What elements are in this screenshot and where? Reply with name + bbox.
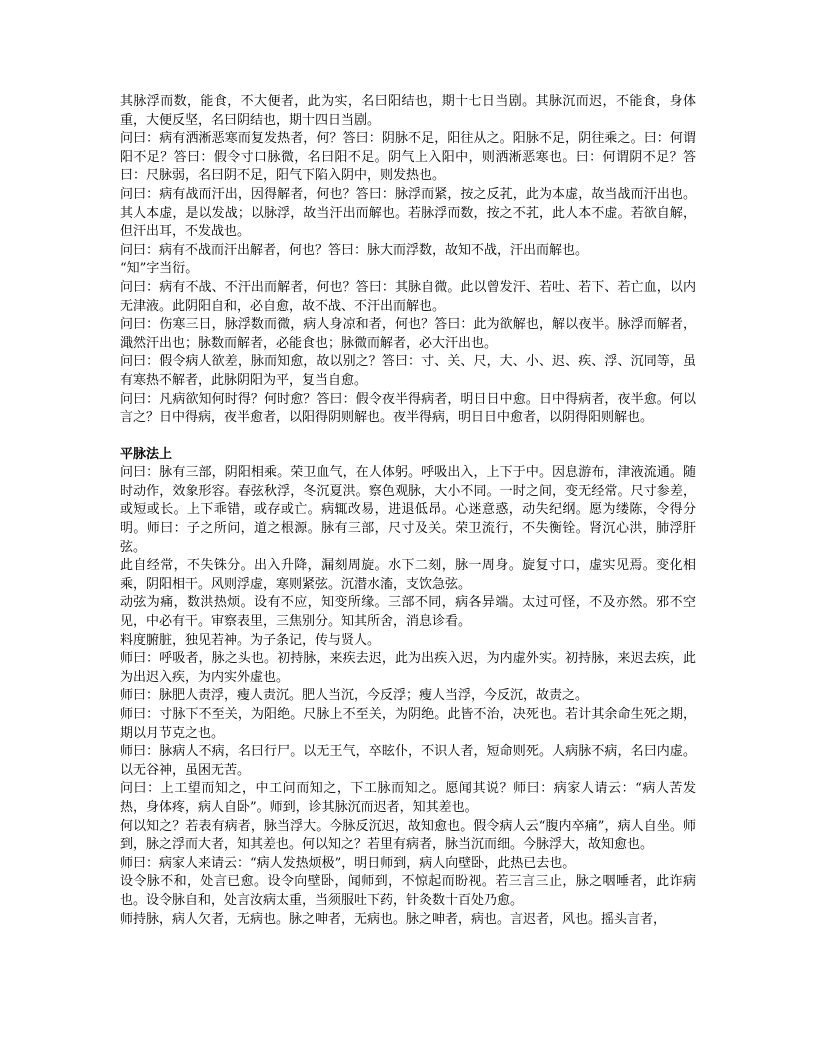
paragraph: 师曰：病家人来请云：“病人发热烦极”，明日师到，病人向壁卧，此热已去也。 [120,855,576,871]
paragraph: 问曰：凡病欲知何时得？何时愈？答曰：假令夜半得病者，明日日中愈。日中得病者，夜半愈。何以言之？日中得病，夜半愈者，以阳得阴则解也。夜半得病，明日日中愈者，以阴得阳则解也。 [120,391,696,426]
paragraph: 何以知之？若表有病者，脉当浮大。今脉反沉迟，故知愈也。假令病人云“腹内卒痛”，病人自坐。师到，脉之浮而大者，知其差也。何以知之？若里有病者，脉当沉而细。今脉浮大，故知愈也。 [120,818,696,853]
paragraph: 问曰：病有不战而汗出解者，何也？答曰：脉大而浮数，故知不战，汗出而解也。 [120,242,589,258]
paragraph: 问曰：病有洒淅恶寒而复发热者，何？答曰：阴脉不足，阳往从之。阳脉不足，阴往乘之。曰：何谓阳不足？答曰：假令寸口脉微，名曰阳不足。阴气上入阳中，则洒淅恶寒也。曰：何谓阴不足？答曰：尺脉弱，名曰阴不足，阳气下陷入阴中，则发热也。 [120,131,696,184]
section-two [120,464,696,929]
paragraph: 其脉浮而数，能食，不大便者，此为实，名曰阳结也，期十七日当剧。其脉沉而迟，不能食，身体重，大便反坚，名曰阴结也，期十四日当剧。 [120,94,696,128]
paragraph: 问曰：上工望而知之，中工问而知之，下工脉而知之。愿闻其说？师曰：病家人请云：“病人苦发热，身体疼，病人自卧”。师到，诊其脉沉而迟者，知其差也。 [120,781,696,815]
paragraph: 此自经常，不失铢分。出入升降，漏刻周旋。水下二刻，脉一周身。旋复寸口，虚实见焉。变化相乘，阴阳相干。风则浮虚，寒则紧弦。沉潜水滀，支饮急弦。 [120,558,696,592]
section-spacer [120,428,696,446]
paragraph: 师曰：脉肥人责浮，瘦人责沉。肥人当沉，今反浮；瘦人当浮，今反沉，故责之。 [120,688,589,704]
paragraph: 料度腑脏，独见若神。为子条记，传与贤人。 [120,632,381,648]
section-title: 平脉法上 [120,446,173,462]
paragraph: 问曰：脉有三部，阴阳相乘。荣卫血气，在人体躬。呼吸出入，上下于中。因息游布，津液流通。随时动作，效象形容。春弦秋浮，冬沉夏洪。察色观脉，大小不同。一时之间，变无经常。尺寸参差，或短或长。上下乖错，或存或亡。病辄改易，进退低昂。心迷意惑，动失纪纲。愿为缕陈，令得分明。师曰：子之所问，道之根源。脉有三部，尺寸及关。荣卫流行，不失衡铨。肾沉心洪，肺浮肝弦。 [120,465,696,555]
paragraph: 师持脉，病人欠者，无病也。脉之呻者，无病也。脉之呻者，病也。言迟者，风也。摇头言者， [120,911,667,927]
section-one [120,93,696,428]
paragraph: 动弦为痛，数洪热烦。设有不应，知变所缘。三部不同，病各异端。太过可怪，不及亦然。邪不空见，中必有干。审察表里，三焦别分。知其所舍，消息诊看。 [120,595,696,630]
paragraph: 问曰：伤寒三日，脉浮数而微，病人身凉和者，何也？答曰：此为欲解也，解以夜半。脉浮而解者，濈然汗出也；脉数而解者，必能食也；脉微而解者，必大汗出也。 [120,317,696,351]
paragraph: 问曰：病有不战、不汗出而解者，何也？答曰：其脉自微。此以曾发汗、若吐、若下、若亡血，以内无津液。此阴阳自和，必自愈，故不战、不汗出而解也。 [120,279,696,314]
document-page [120,93,696,929]
paragraph: 设令脉不和，处言已愈。设令向壁卧，闻师到，不惊起而盼视。若三言三止，脉之咽唾者，此诈病也。设令脉自和，处言汝病太重，当须服吐下药，针灸数十百处乃愈。 [120,874,696,908]
paragraph: 师曰：寸脉下不至关，为阳绝。尺脉上不至关，为阴绝。此皆不治，决死也。若计其余命生死之期，期以月节克之也。 [120,707,696,741]
note-paragraph: “知”字当衍。 [120,261,199,277]
paragraph: 问曰：病有战而汗出，因得解者，何也？答曰：脉浮而紧，按之反芤，此为本虚，故当战而汗出也。其人本虚，是以发战；以脉浮，故当汗出而解也。若脉浮而数，按之不芤，此人本不虚。若欲自解，但汗出耳，不发战也。 [120,186,696,240]
paragraph: 师曰：脉病人不病，名曰行尸。以无王气，卒眩仆，不识人者，短命则死。人病脉不病，名曰内虚。以无谷神，虽困无苦。 [120,744,696,778]
paragraph: 师曰：呼吸者，脉之头也。初持脉，来疾去迟，此为出疾入迟，为内虚外实。初持脉，来迟去疾，此为出迟入疾，为内实外虚也。 [120,651,696,685]
paragraph: 问曰：假令病人欲差，脉而知愈，故以别之？答曰：寸、关、尺，大、小、迟、疾、浮、沉同等，虽有寒热不解者，此脉阴阳为平，复当自愈。 [120,354,696,388]
